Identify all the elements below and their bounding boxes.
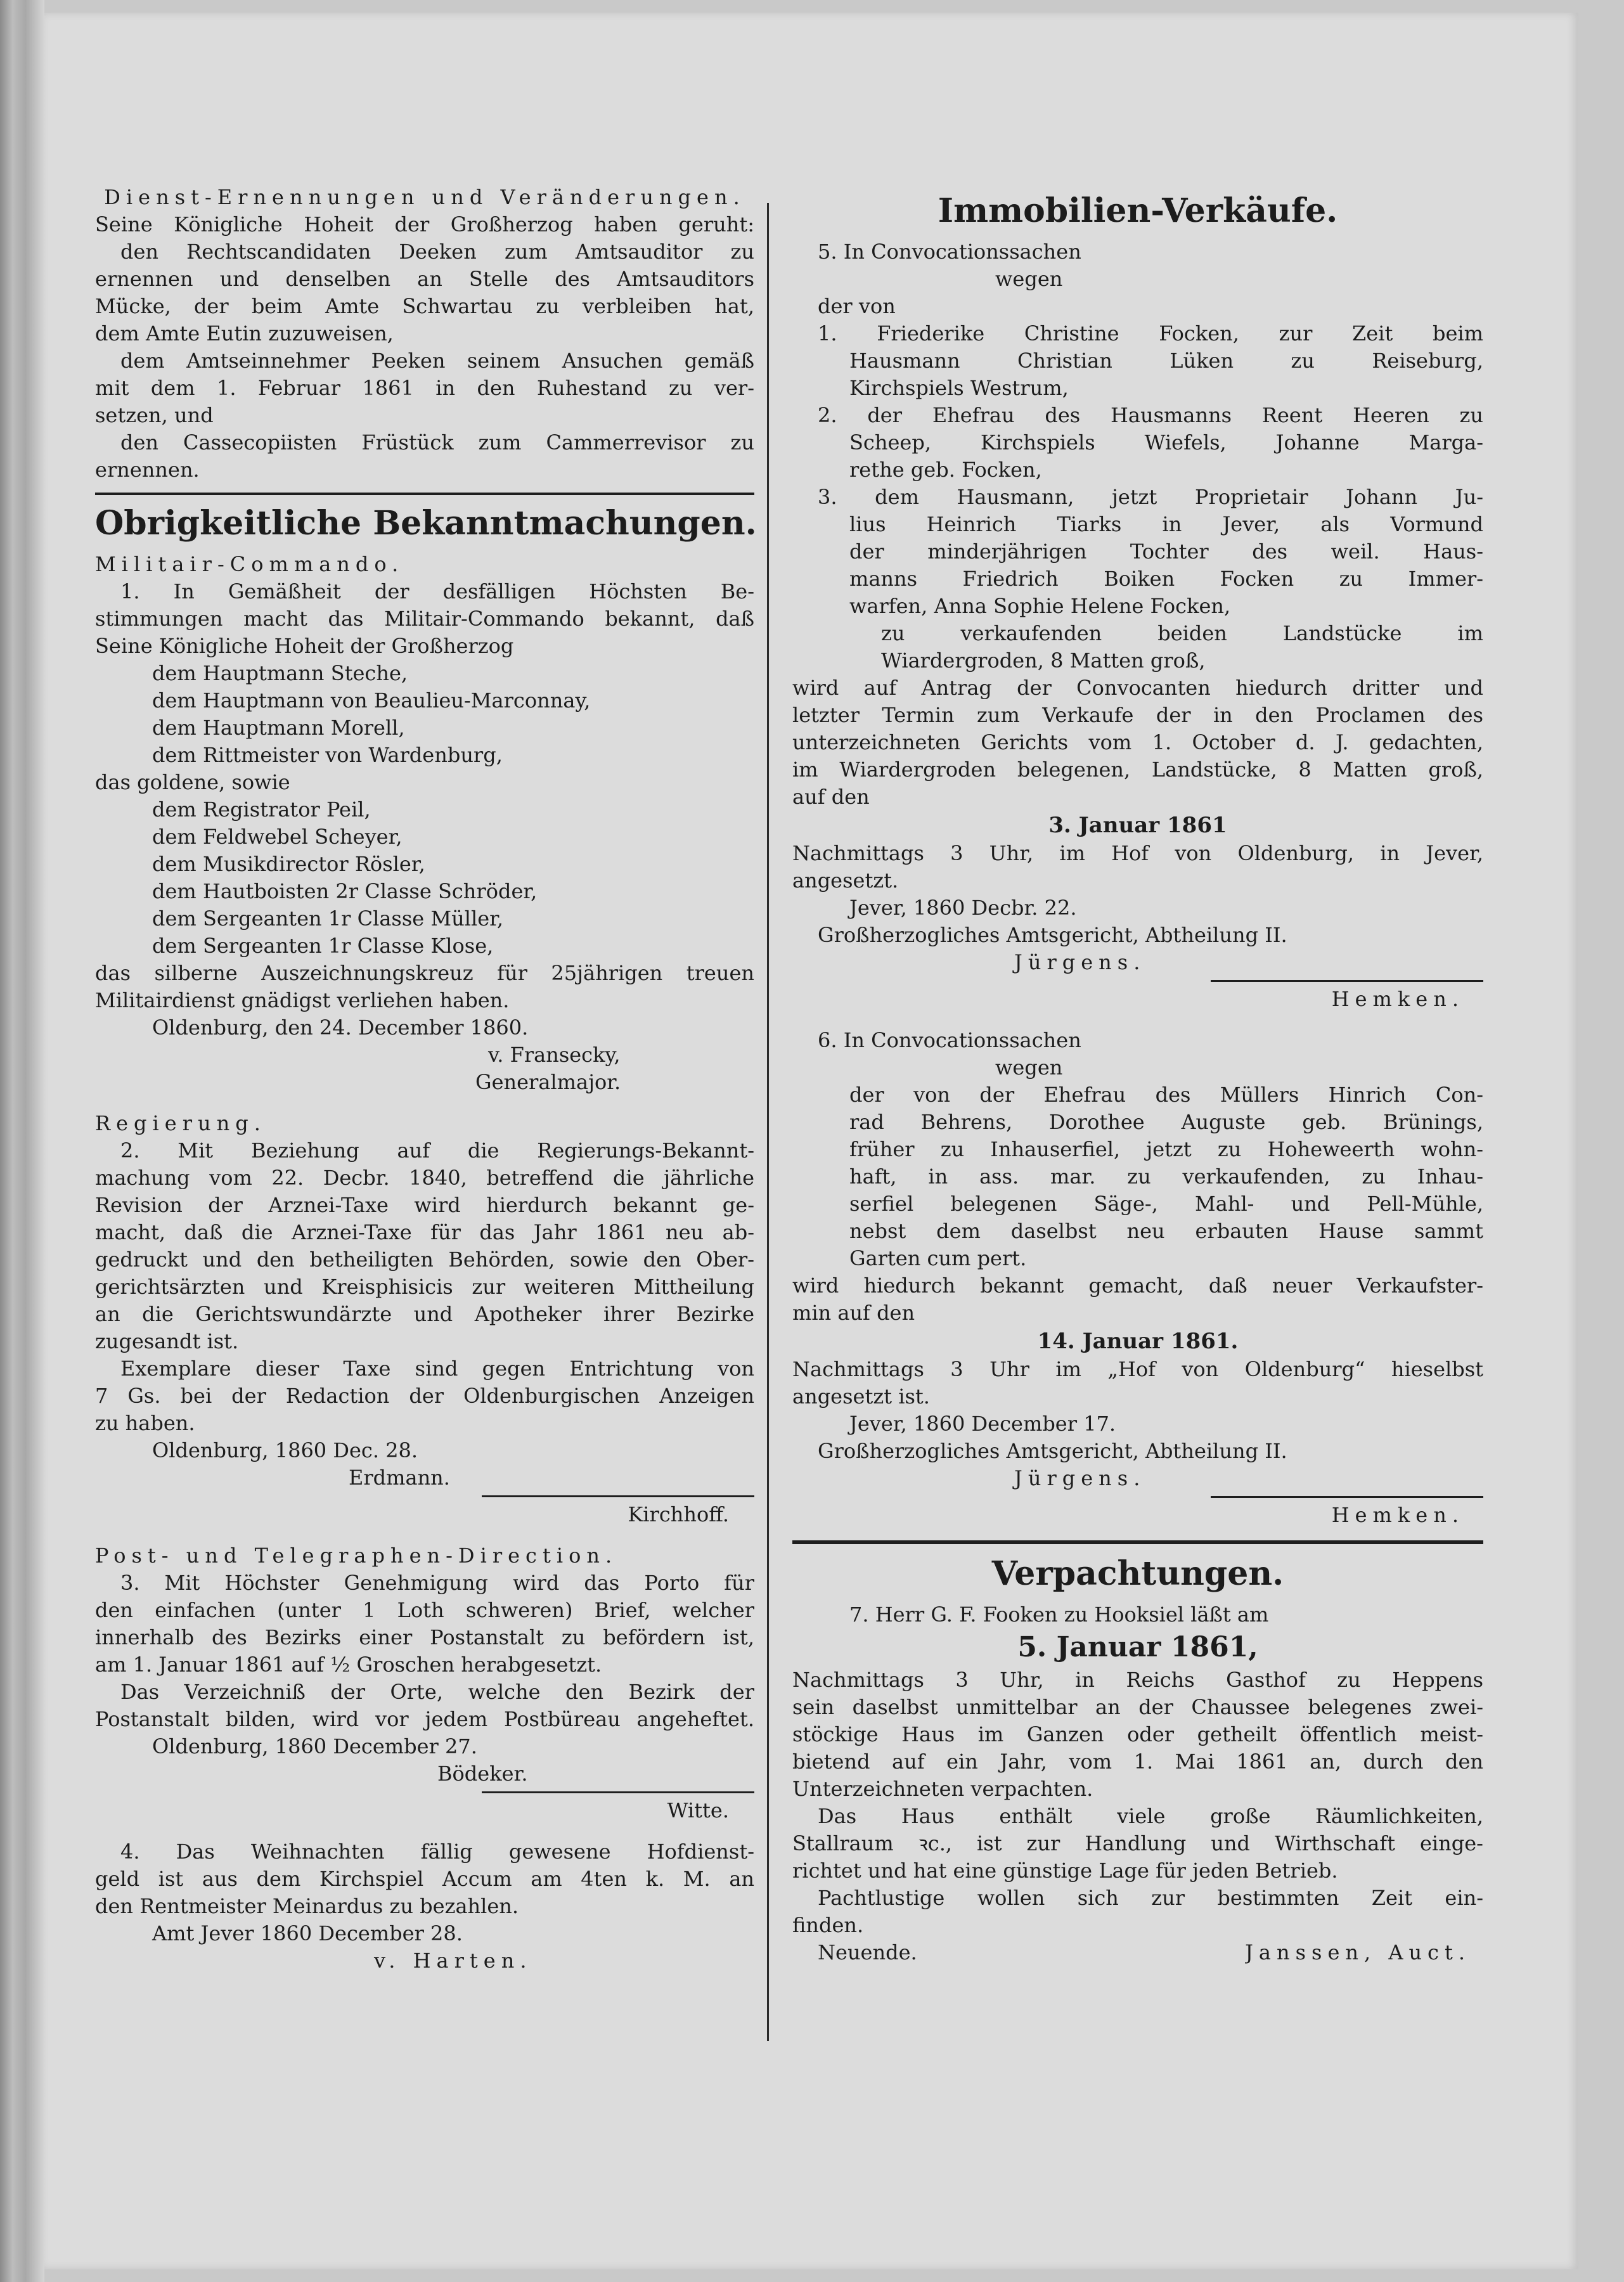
list-item: rad Behrens, Dorothee Auguste geb. Brünings, [849,1110,1483,1134]
section-heading-appointments: Dienst-Ernennungen und Veränderungen. [104,185,745,209]
list-item: dem Registrator Peil, [152,797,371,822]
dateline: Neuende. [818,1940,917,1964]
text-line: min auf den [792,1301,915,1325]
dateline: Amt Jever 1860 December 28. [152,1921,463,1945]
text-line: Unterzeichneten verpachten. [792,1777,1093,1801]
column-divider [767,203,769,2041]
text-line: wegen [995,267,1063,291]
text-line: unterzeichneten Gerichts vom 1. October d. J. gedachten, [792,730,1483,754]
list-item: 1. Friederike Christine Focken, zur Zeit beim [818,321,1483,345]
text-line: stimmungen macht das Militair-Commando bekannt, daß [95,607,754,631]
text-line: Pachtlustige wollen sich zur bestimmten Zeit ein- [818,1886,1483,1910]
signature: Jürgens. [1014,950,1146,974]
text-line: 7. Herr G. F. Fooken zu Hooksiel läßt am [849,1602,1269,1627]
spacer [95,1528,754,1542]
list-item: serfiel belegenen Säge-, Mahl- und Pell-Mühle, [849,1192,1483,1216]
dateline: Jever, 1860 December 17. [849,1412,1116,1436]
text-line: sein daselbst unmittelbar an der Chaussee belegenes zwei- [792,1695,1483,1719]
text-line: 2. Mit Beziehung auf die Regierungs-Bekannt- [120,1138,754,1163]
list-item: dem Sergeanten 1r Classe Klose, [152,934,494,958]
text-line: zu haben. [95,1411,195,1435]
text-line: den Rechtscandidaten Deeken zum Amtsauditor zu [120,240,754,264]
list-item: dem Hauptmann Steche, [152,661,408,685]
text-line: den Cassecopiisten Früstück zum Cammerrevisor zu [120,430,754,454]
list-item: Wiardergroden, 8 Matten groß, [881,648,1206,673]
text-line: 3. Mit Höchster Genehmigung wird das Porto für [120,1571,754,1595]
list-item: nebst dem daselbst neu erbauten Hause sammt [849,1219,1483,1243]
text-line: wegen [995,1055,1063,1080]
subsection-label-post: Post- und Telegraphen-Direction. [95,1544,618,1568]
spacer [95,1096,754,1110]
left-column [95,184,757,1975]
section-heading-real-estate: Immobilien-Verkäufe. [938,191,1338,230]
text-line: wird auf Antrag der Convocanten hiedurch dritter und [792,676,1483,700]
list-item: dem Hauptmann Morell, [152,716,405,740]
text-line: auf den [792,785,870,809]
subsection-label-militair: Militair-Commando. [95,552,404,576]
text-line: Seine Königliche Hoheit der Großherzog haben geruht: [95,212,754,236]
list-item: Kirchspiels Westrum, [849,376,1069,400]
dateline: Jever, 1860 Decbr. 22. [849,896,1077,920]
text-line: Postanstalt bilden, wird vor jedem Postbüreau angeheftet. [95,1707,754,1731]
text-line: innerhalb des Bezirks einer Postanstalt zu befördern ist, [95,1625,754,1649]
list-item: der minderjährigen Tochter des weil. Haus- [849,539,1483,564]
court-name: Großherzogliches Amtsgericht, Abtheilung II. [818,1439,1287,1463]
section-rule [95,493,754,495]
list-item: Garten cum pert. [849,1246,1027,1270]
signature: v. Fransecky, [488,1043,621,1067]
list-item: früher zu Inhauserfiel, jetzt zu Hoheweerth wohn- [849,1137,1483,1161]
text-line: Mücke, der beim Amte Schwartau zu verbleiben hat, [95,294,754,318]
text-line: finden. [792,1913,864,1937]
lease-date: 5. Januar 1861, [1017,1631,1258,1663]
text-line: am 1. Januar 1861 auf ½ Groschen herabgesetzt. [95,1653,602,1677]
spacer [792,1013,1483,1027]
list-item: dem Sergeanten 1r Classe Müller, [152,906,504,931]
list-item: haft, in ass. mar. zu verkaufenden, zu Inhau- [849,1164,1483,1189]
signature-line [792,1939,1483,1966]
text-line: Nachmittags 3 Uhr, im Hof von Oldenburg, in Jever, [792,841,1483,865]
section-rule [792,1540,1483,1544]
text-line: gerichtsärzten und Kreisphisicis zur weiteren Mittheilung [95,1275,754,1299]
text-line: dem Amte Eutin zuzuweisen, [95,321,394,345]
text-line: Exemplare dieser Taxe sind gegen Entrichtung von [120,1357,754,1381]
section-heading-announcements: Obrigkeitliche Bekanntmachungen. [95,504,757,543]
spacer [95,1824,754,1838]
text-line: Das Verzeichniß der Orte, welche den Bezirk der [120,1680,754,1704]
auction-date: 3. Januar 1861 [1048,813,1227,838]
signature-rule [482,1791,754,1793]
signature-rule [482,1495,754,1497]
text-line: geld ist aus dem Kirchspiel Accum am 4ten k. M. an [95,1867,754,1891]
dateline: Oldenburg, 1860 Dec. 28. [152,1438,418,1462]
auction-date: 14. Januar 1861. [1037,1329,1239,1354]
text-line: wird hiedurch bekannt gemacht, daß neuer Verkaufster- [792,1273,1483,1298]
dateline: Oldenburg, den 24. December 1860. [152,1015,529,1040]
text-line: 1. In Gemäßheit der desfälligen Höchsten Be- [120,579,754,603]
text-line: richtet und hat eine günstige Lage für jeden Betrieb. [792,1859,1338,1883]
list-item: Hausmann Christian Lüken zu Reiseburg, [849,349,1483,373]
text-line: Nachmittags 3 Uhr, in Reichs Gasthof zu Heppens [792,1668,1483,1692]
text-line: im Wiardergroden belegenen, Landstücke, 8 Matten groß, [792,757,1483,782]
subsection-label-regierung: Regierung. [95,1111,266,1135]
section-heading-leases: Verpachtungen. [991,1554,1284,1593]
text-line: Nachmittags 3 Uhr im „Hof von Oldenburg“ hieselbst [792,1357,1483,1381]
text-line: den Rentmeister Meinardus zu bezahlen. [95,1894,519,1918]
text-line: Das Haus enthält viele große Räumlichkeiten, [818,1804,1483,1828]
list-item: der von der Ehefrau des Müllers Hinrich Con- [849,1083,1483,1107]
text-line: mit dem 1. Februar 1861 in den Ruhestand zu ver- [95,376,754,400]
text-line: ernennen. [95,458,200,482]
text-line: 6. In Convocationssachen [818,1028,1081,1052]
text-line: machung vom 22. Decbr. 1840, betreffend die jährliche [95,1166,754,1190]
text-line: Militairdienst gnädigst verliehen haben. [95,988,510,1012]
court-name: Großherzogliches Amtsgericht, Abtheilung II. [818,923,1287,947]
text-line: Revision der Arznei-Taxe wird hierdurch bekannt ge- [95,1193,754,1217]
list-item: Scheep, Kirchspiels Wiefels, Johanne Marga- [849,430,1483,454]
signature: Kirchhoff. [628,1502,729,1526]
text-line: an die Gerichtswundärzte und Apotheker ihrer Bezirke [95,1302,754,1326]
list-item: manns Friedrich Boiken Focken zu Immer- [849,567,1483,591]
text-line: 7 Gs. bei der Redaction der Oldenburgischen Anzeigen [95,1384,754,1408]
signature-title: Generalmajor. [475,1070,621,1094]
text-line: setzen, und [95,403,214,427]
list-item: 2. der Ehefrau des Hausmanns Reent Heeren zu [818,403,1483,427]
list-item: dem Musikdirector Rösler, [152,852,425,876]
signature: Hemken. [1331,1503,1464,1527]
signature-rule [1211,1496,1483,1498]
text-line: gedruckt und den betheiligten Behörden, sowie den Ober- [95,1247,754,1272]
signature: Erdmann. [349,1466,450,1490]
text-line: bietend auf ein Jahr, vom 1. Mai 1861 an, durch den [792,1750,1483,1774]
text-line: 4. Das Weihnachten fällig gewesene Hofdienst- [120,1840,754,1864]
signature: Janssen, Auct. [1245,1940,1471,1964]
text-line: den einfachen (unter 1 Loth schweren) Brief, welcher [95,1598,754,1622]
text-line: Seine Königliche Hoheit der Großherzog [95,634,514,658]
text-line: das goldene, sowie [95,770,290,794]
text-line: 5. In Convocationssachen [818,240,1081,264]
text-line: Stallraum ꝛc., ist zur Handlung und Wirthschaft einge- [792,1831,1483,1855]
list-item: dem Hautboisten 2r Classe Schröder, [152,879,538,903]
signature: Jürgens. [1014,1466,1146,1490]
list-item: zu verkaufenden beiden Landstücke im [881,621,1483,645]
list-item: rethe geb. Focken, [849,458,1042,482]
text-line: macht, daß die Arznei-Taxe für das Jahr 1861 neu ab- [95,1220,754,1244]
list-item: dem Hauptmann von Beaulieu-Marconnay, [152,688,591,712]
signature: Bödeker. [437,1762,528,1786]
list-item: warfen, Anna Sophie Helene Focken, [849,594,1231,618]
text-line: zugesandt ist. [95,1329,239,1353]
book-spine [0,0,44,2282]
text-line: dem Amtseinnehmer Peeken seinem Ansuchen gemäß [120,349,754,373]
text-line: ernennen und denselben an Stelle des Amtsauditors [95,267,754,291]
signature: v. Harten. [374,1949,532,1973]
text-line: letzter Termin zum Verkaufe der in den Proclamen des [792,703,1483,727]
right-column [792,184,1483,1966]
text-line: angesetzt. [792,868,899,893]
newspaper-page [44,13,1578,2269]
list-item: lius Heinrich Tiarks in Jever, als Vormund [849,512,1483,536]
dateline: Oldenburg, 1860 December 27. [152,1734,477,1758]
signature-rule [1211,980,1483,982]
text-line: das silberne Auszeichnungskreuz für 25jährigen treuen [95,961,754,985]
signature: Hemken. [1331,987,1464,1011]
text-line: stöckige Haus im Ganzen oder getheilt öffentlich meist- [792,1722,1483,1746]
signature: Witte. [667,1798,729,1822]
text-line: der von [818,294,896,318]
list-item: dem Rittmeister von Wardenburg, [152,743,503,767]
list-item: 3. dem Hausmann, jetzt Proprietair Johann Ju- [818,485,1483,509]
text-line: angesetzt ist. [792,1384,930,1409]
list-item: dem Feldwebel Scheyer, [152,825,403,849]
